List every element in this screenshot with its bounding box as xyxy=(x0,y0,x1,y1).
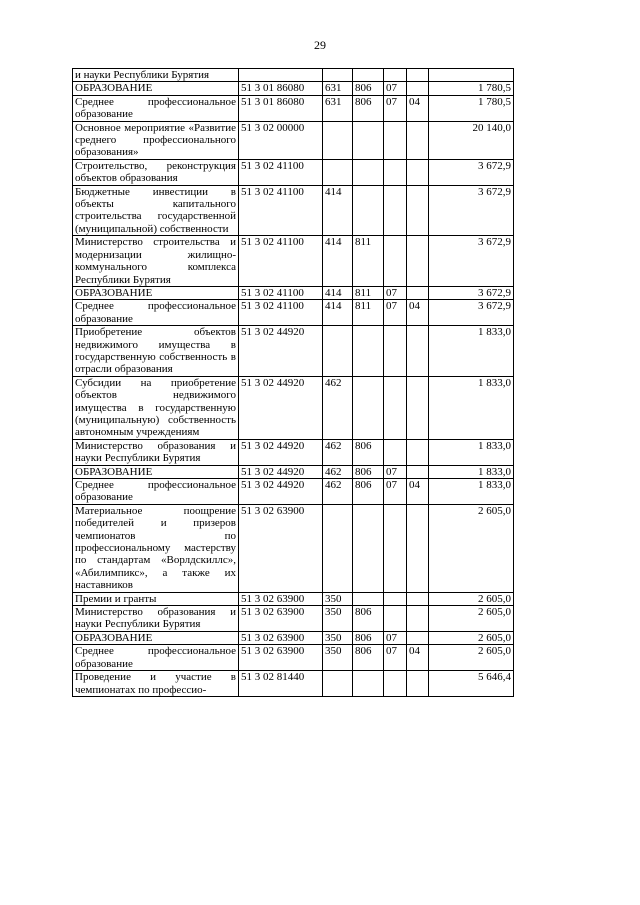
table-row xyxy=(73,121,514,159)
expense-name-cell: Основное мероприятие «Развитие среднего профессионального образования» xyxy=(73,121,239,159)
subsection-code-cell xyxy=(407,465,429,478)
expense-type-code-cell: 631 xyxy=(323,82,353,95)
expense-type-code-cell: 414 xyxy=(323,185,353,236)
administrator-code-cell: 806 xyxy=(353,439,384,465)
expense-type-code-cell: 350 xyxy=(323,631,353,644)
expense-type-code-cell: 462 xyxy=(323,465,353,478)
expense-name-cell: Среднее профессиональное образование xyxy=(73,300,239,326)
expense-type-code-cell: 414 xyxy=(323,286,353,299)
section-code-cell: 07 xyxy=(384,479,407,505)
table-row xyxy=(73,236,514,287)
subsection-code-cell xyxy=(407,159,429,185)
section-code-cell xyxy=(384,671,407,697)
administrator-code-cell: 806 xyxy=(353,82,384,95)
expense-type-code-cell: 414 xyxy=(323,236,353,287)
table-row xyxy=(73,631,514,644)
expense-type-code-cell: 462 xyxy=(323,439,353,465)
table-row xyxy=(73,185,514,236)
administrator-code-cell xyxy=(353,592,384,605)
table-row xyxy=(73,645,514,671)
budget-table-body xyxy=(73,69,514,697)
subsection-code-cell xyxy=(407,592,429,605)
administrator-code-cell: 811 xyxy=(353,236,384,287)
expense-name-cell: Субсидии на приобретение объектов недвижимого имущества в государственную (муниципальную) собственность автономным учреждениям xyxy=(73,376,239,439)
table-row xyxy=(73,439,514,465)
expense-type-code-cell xyxy=(323,121,353,159)
subsection-code-cell: 04 xyxy=(407,479,429,505)
amount-cell: 1 833,0 xyxy=(429,326,514,377)
expense-name-cell: Министерство образования и науки Республики Бурятия xyxy=(73,606,239,632)
expense-name-cell: Бюджетные инвестиции в объекты капитального строительства государственной (муниципальной) собственности xyxy=(73,185,239,236)
expense-name-cell: ОБРАЗОВАНИЕ xyxy=(73,286,239,299)
expense-name-cell: ОБРАЗОВАНИЕ xyxy=(73,465,239,478)
administrator-code-cell xyxy=(353,185,384,236)
subsection-code-cell xyxy=(407,236,429,287)
table-row xyxy=(73,671,514,697)
section-code-cell: 07 xyxy=(384,465,407,478)
subsection-code-cell: 04 xyxy=(407,95,429,121)
amount-cell: 3 672,9 xyxy=(429,159,514,185)
subsection-code-cell: 04 xyxy=(407,300,429,326)
target-article-code-cell: 51 3 02 41100 xyxy=(239,286,323,299)
expense-name-cell: Среднее профессиональное образование xyxy=(73,95,239,121)
expense-name-cell: ОБРАЗОВАНИЕ xyxy=(73,631,239,644)
expense-name-cell: Среднее профессиональное образование xyxy=(73,645,239,671)
subsection-code-cell xyxy=(407,121,429,159)
subsection-code-cell xyxy=(407,326,429,377)
table-row xyxy=(73,159,514,185)
section-code-cell xyxy=(384,376,407,439)
amount-cell: 1 833,0 xyxy=(429,465,514,478)
subsection-code-cell xyxy=(407,376,429,439)
table-row xyxy=(73,326,514,377)
section-code-cell: 07 xyxy=(384,95,407,121)
target-article-code-cell: 51 3 02 41100 xyxy=(239,159,323,185)
table-row xyxy=(73,465,514,478)
section-code-cell: 07 xyxy=(384,645,407,671)
section-code-cell xyxy=(384,326,407,377)
subsection-code-cell xyxy=(407,82,429,95)
amount-cell: 2 605,0 xyxy=(429,606,514,632)
subsection-code-cell xyxy=(407,69,429,82)
administrator-code-cell xyxy=(353,326,384,377)
subsection-code-cell xyxy=(407,671,429,697)
table-row xyxy=(73,82,514,95)
target-article-code-cell: 51 3 02 63900 xyxy=(239,606,323,632)
subsection-code-cell xyxy=(407,606,429,632)
target-article-code-cell: 51 3 02 81440 xyxy=(239,671,323,697)
expense-type-code-cell: 350 xyxy=(323,606,353,632)
expense-type-code-cell: 350 xyxy=(323,645,353,671)
amount-cell: 1 833,0 xyxy=(429,376,514,439)
administrator-code-cell: 806 xyxy=(353,465,384,478)
amount-cell: 1 833,0 xyxy=(429,479,514,505)
section-code-cell xyxy=(384,121,407,159)
administrator-code-cell xyxy=(353,504,384,592)
amount-cell xyxy=(429,69,514,82)
subsection-code-cell xyxy=(407,631,429,644)
administrator-code-cell xyxy=(353,121,384,159)
target-article-code-cell: 51 3 02 44920 xyxy=(239,479,323,505)
target-article-code-cell: 51 3 02 63900 xyxy=(239,592,323,605)
administrator-code-cell xyxy=(353,69,384,82)
target-article-code-cell: 51 3 02 44920 xyxy=(239,439,323,465)
expense-type-code-cell xyxy=(323,159,353,185)
section-code-cell xyxy=(384,606,407,632)
section-code-cell: 07 xyxy=(384,631,407,644)
section-code-cell xyxy=(384,592,407,605)
table-row xyxy=(73,592,514,605)
expense-type-code-cell xyxy=(323,326,353,377)
section-code-cell xyxy=(384,439,407,465)
section-code-cell xyxy=(384,504,407,592)
target-article-code-cell: 51 3 02 44920 xyxy=(239,376,323,439)
expense-type-code-cell: 350 xyxy=(323,592,353,605)
table-row xyxy=(73,504,514,592)
table-row xyxy=(73,300,514,326)
administrator-code-cell: 806 xyxy=(353,645,384,671)
table-row xyxy=(73,376,514,439)
amount-cell: 3 672,9 xyxy=(429,185,514,236)
target-article-code-cell: 51 3 02 44920 xyxy=(239,465,323,478)
amount-cell: 1 833,0 xyxy=(429,439,514,465)
section-code-cell: 07 xyxy=(384,82,407,95)
expense-type-code-cell xyxy=(323,504,353,592)
table-row xyxy=(73,606,514,632)
target-article-code-cell: 51 3 02 00000 xyxy=(239,121,323,159)
expense-type-code-cell: 631 xyxy=(323,95,353,121)
section-code-cell xyxy=(384,236,407,287)
section-code-cell xyxy=(384,159,407,185)
amount-cell: 5 646,4 xyxy=(429,671,514,697)
subsection-code-cell xyxy=(407,286,429,299)
administrator-code-cell: 811 xyxy=(353,300,384,326)
expense-type-code-cell xyxy=(323,671,353,697)
expense-name-cell: Приобретение объектов недвижимого имущества в государственную собственность в отрасли образования xyxy=(73,326,239,377)
expense-name-cell: Премии и гранты xyxy=(73,592,239,605)
target-article-code-cell: 51 3 02 63900 xyxy=(239,631,323,644)
amount-cell: 20 140,0 xyxy=(429,121,514,159)
subsection-code-cell xyxy=(407,185,429,236)
administrator-code-cell: 806 xyxy=(353,631,384,644)
administrator-code-cell xyxy=(353,376,384,439)
section-code-cell xyxy=(384,185,407,236)
section-code-cell: 07 xyxy=(384,286,407,299)
target-article-code-cell: 51 3 01 86080 xyxy=(239,95,323,121)
section-code-cell xyxy=(384,69,407,82)
amount-cell: 3 672,9 xyxy=(429,300,514,326)
administrator-code-cell: 811 xyxy=(353,286,384,299)
target-article-code-cell: 51 3 02 41100 xyxy=(239,300,323,326)
expense-name-cell: Министерство строительства и модернизации жилищно-коммунального комплекса Республики Бурятия xyxy=(73,236,239,287)
expense-type-code-cell: 462 xyxy=(323,479,353,505)
target-article-code-cell: 51 3 02 63900 xyxy=(239,645,323,671)
expense-name-cell: и науки Республики Бурятия xyxy=(73,69,239,82)
administrator-code-cell: 806 xyxy=(353,479,384,505)
target-article-code-cell: 51 3 02 41100 xyxy=(239,185,323,236)
expense-name-cell: Среднее профессиональное образование xyxy=(73,479,239,505)
subsection-code-cell xyxy=(407,504,429,592)
expense-name-cell: ОБРАЗОВАНИЕ xyxy=(73,82,239,95)
subsection-code-cell: 04 xyxy=(407,645,429,671)
budget-table xyxy=(72,68,514,697)
amount-cell: 2 605,0 xyxy=(429,504,514,592)
expense-name-cell: Проведение и участие в чемпионатах по профессио- xyxy=(73,671,239,697)
amount-cell: 2 605,0 xyxy=(429,631,514,644)
section-code-cell: 07 xyxy=(384,300,407,326)
table-row xyxy=(73,69,514,82)
table-row xyxy=(73,479,514,505)
subsection-code-cell xyxy=(407,439,429,465)
administrator-code-cell xyxy=(353,159,384,185)
expense-type-code-cell: 414 xyxy=(323,300,353,326)
target-article-code-cell xyxy=(239,69,323,82)
amount-cell: 3 672,9 xyxy=(429,286,514,299)
table-row xyxy=(73,286,514,299)
table-row xyxy=(73,95,514,121)
expense-name-cell: Министерство образования и науки Республики Бурятия xyxy=(73,439,239,465)
target-article-code-cell: 51 3 01 86080 xyxy=(239,82,323,95)
amount-cell: 1 780,5 xyxy=(429,82,514,95)
administrator-code-cell xyxy=(353,671,384,697)
expense-type-code-cell: 462 xyxy=(323,376,353,439)
amount-cell: 2 605,0 xyxy=(429,592,514,605)
administrator-code-cell: 806 xyxy=(353,95,384,121)
expense-name-cell: Строительство, реконструкция объектов образования xyxy=(73,159,239,185)
expense-type-code-cell xyxy=(323,69,353,82)
amount-cell: 2 605,0 xyxy=(429,645,514,671)
amount-cell: 3 672,9 xyxy=(429,236,514,287)
target-article-code-cell: 51 3 02 44920 xyxy=(239,326,323,377)
administrator-code-cell: 806 xyxy=(353,606,384,632)
page-number: 29 xyxy=(314,38,326,52)
expense-name-cell: Материальное поощрение победителей и призеров чемпионатов по профессиональному мастерству по стандартам «Ворлдскиллс», «Абилимпикс», а также их наставников xyxy=(73,504,239,592)
target-article-code-cell: 51 3 02 63900 xyxy=(239,504,323,592)
amount-cell: 1 780,5 xyxy=(429,95,514,121)
target-article-code-cell: 51 3 02 41100 xyxy=(239,236,323,287)
